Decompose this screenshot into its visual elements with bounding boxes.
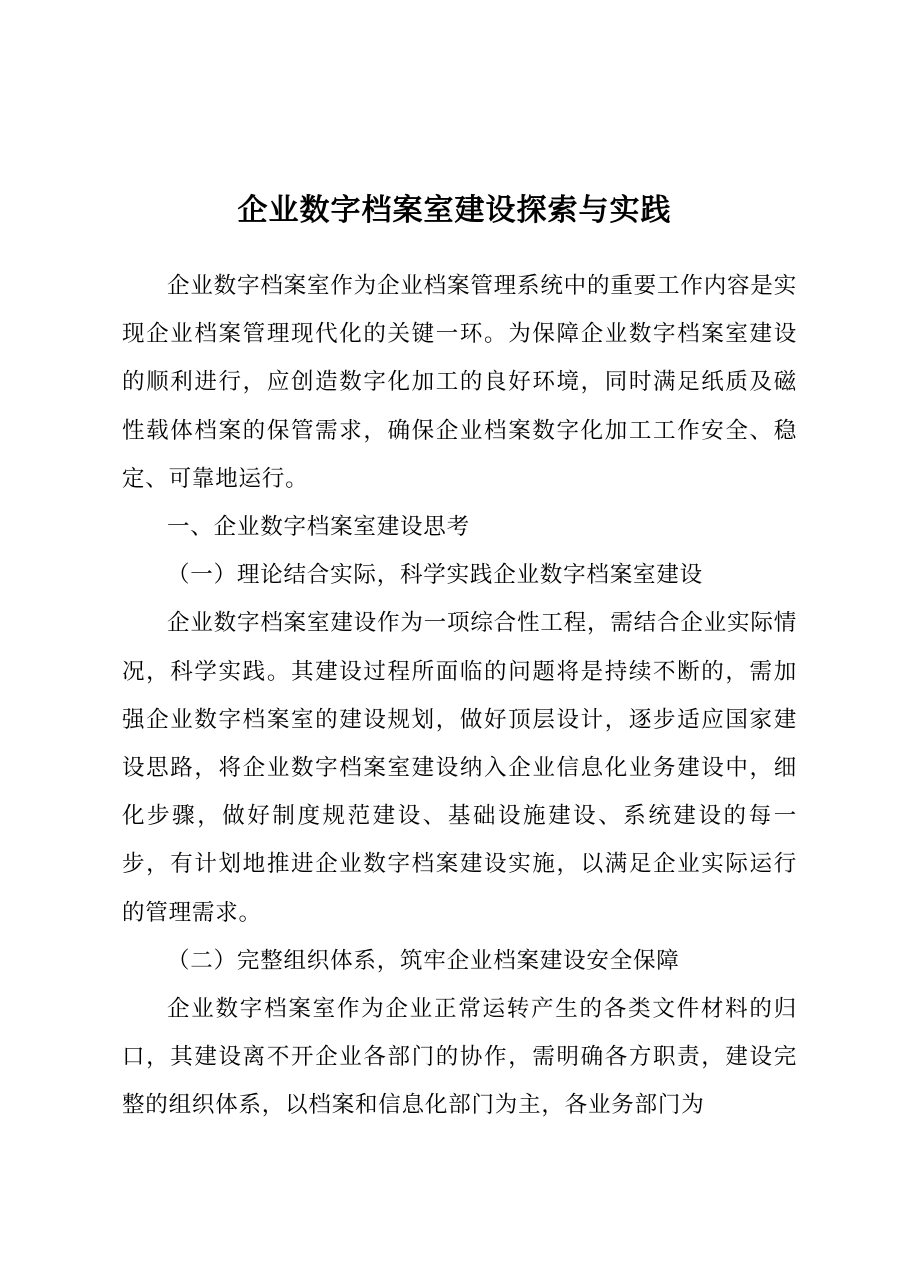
subsection-heading-1: （一）理论结合实际，科学实践企业数字档案室建设 bbox=[167, 562, 703, 589]
intro-paragraph: 企业数字档案室作为企业档案管理系统中的重要工作内容是实现企业档案管理现代化的关键一环。为保障企业数字档案室建设的顺利进行，应创造数字化加工的良好环境，同时满足纸质及磁性载体档案的保管需求，确保企业档案数字化加工工作安全、稳定、可靠地运行。 bbox=[122, 273, 797, 492]
section-heading-1: 一、企业数字档案室建设思考 bbox=[167, 514, 470, 541]
body-paragraph-1: 企业数字档案室建设作为一项综合性工程，需结合企业实际情况，科学实践。其建设过程所面临的问题将是持续不断的，需加强企业数字档案室的建设规划，做好顶层设计，逐步适应国家建设思路，将企业数字档案室建设纳入企业信息化业务建设中，细化步骤，做好制度规范建设、基础设施建设、系统建设的每一步，有计划地推进企业数字档案建设实施，以满足企业实际运行的管理需求。 bbox=[122, 610, 797, 926]
subsection-heading-2: （二）完整组织体系，筑牢企业档案建设安全保障 bbox=[167, 947, 680, 974]
document-body bbox=[122, 262, 797, 1130]
body-paragraph-2: 企业数字档案室作为企业正常运转产生的各类文件材料的归口，其建设离不开企业各部门的协作，需明确各方职责，建设完整的组织体系，以档案和信息化部门为主，各业务部门为 bbox=[122, 996, 797, 1119]
document-title: 企业数字档案室建设探索与实践 bbox=[237, 193, 672, 228]
